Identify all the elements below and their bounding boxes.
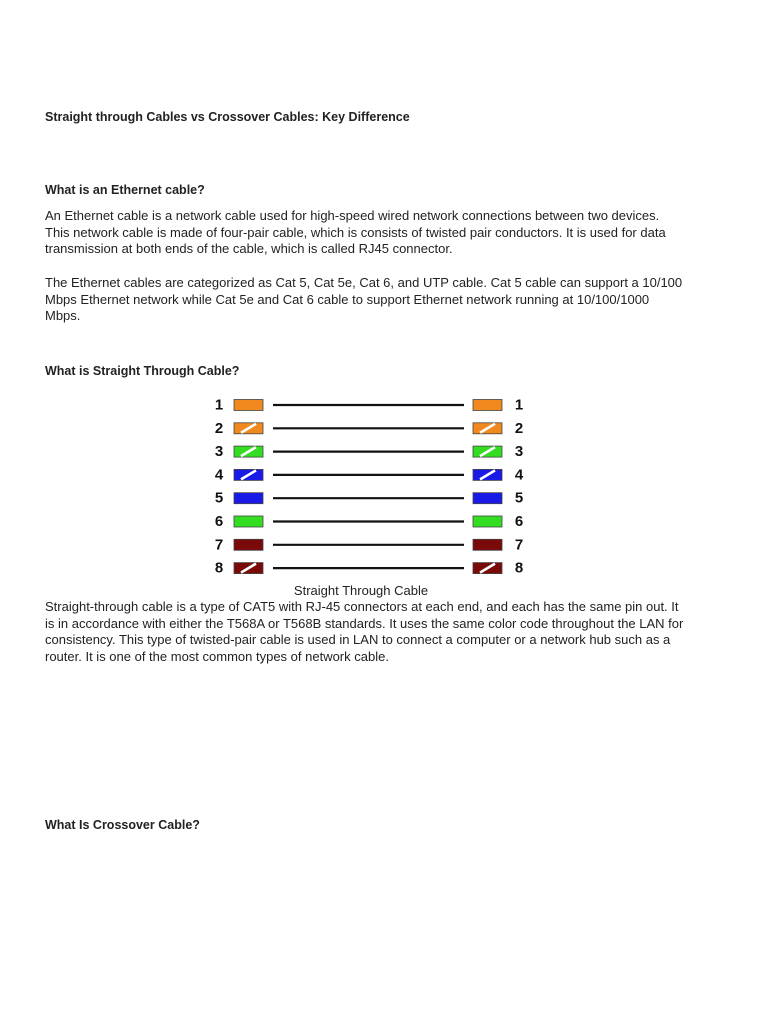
wire-color-left-4 <box>234 469 263 480</box>
wire-color-right-3 <box>473 446 502 457</box>
wire-color-right-4 <box>473 469 502 480</box>
straight-through-diagram <box>200 392 530 582</box>
wire-color-right-7 <box>473 539 502 550</box>
wire-color-left-1 <box>234 400 263 411</box>
pin-label-left-8: 8 <box>214 559 224 577</box>
pin-label-right-2: 2 <box>514 419 524 437</box>
pin-label-right-6: 6 <box>514 513 524 530</box>
pin-label-left-2: 2 <box>214 419 224 437</box>
pin-label-right-1: 1 <box>514 396 524 414</box>
pin-label-right-4: 4 <box>514 466 524 484</box>
wire-color-right-1 <box>473 400 502 411</box>
wire-color-left-5 <box>234 493 263 504</box>
wire-color-right-5 <box>473 493 502 504</box>
pin-label-right-3: 3 <box>514 443 524 461</box>
ethernet-paragraph-2: The Ethernet cables are categorized as Cat 5, Cat 5e, Cat 6, and UTP cable. Cat 5 cable can support a 10/100 Mbps Ethernet network while Cat 5e and Cat 6 cable to support Ethernet network running at 10/100/1000 Mbps. <box>45 275 683 323</box>
straight-through-heading: What is Straight Through Cable? <box>45 364 240 378</box>
pin-diagram-svg <box>200 392 530 582</box>
page-title: Straight through Cables vs Crossover Cables: Key Difference <box>45 110 410 124</box>
wire-color-left-6 <box>234 516 263 527</box>
wire-color-right-6 <box>473 516 502 527</box>
crossover-heading: What Is Crossover Cable? <box>45 818 200 832</box>
pin-label-left-6: 6 <box>214 513 224 530</box>
wire-color-left-7 <box>234 539 263 550</box>
pin-label-left-7: 7 <box>214 536 224 554</box>
wire-color-left-3 <box>234 446 263 457</box>
pin-label-left-5: 5 <box>214 489 224 507</box>
pin-label-right-5: 5 <box>514 489 524 507</box>
pin-label-right-7: 7 <box>514 536 524 554</box>
wire-color-left-2 <box>234 423 263 434</box>
wire-color-right-2 <box>473 423 502 434</box>
figure-caption: Straight Through Cable <box>293 583 429 598</box>
pin-label-right-8: 8 <box>514 559 524 577</box>
pin-label-left-1: 1 <box>214 396 224 414</box>
pin-label-left-3: 3 <box>214 443 224 461</box>
wire-color-left-8 <box>234 563 263 574</box>
ethernet-paragraph-1: An Ethernet cable is a network cable used for high-speed wired network connections between two devices. This network cable is made of four-pair cable, which is consists of twisted pair conductors. It is used for data transmission at both ends of the cable, which is called RJ45 connector. <box>45 208 666 256</box>
ethernet-heading: What is an Ethernet cable? <box>45 183 205 197</box>
wire-color-right-8 <box>473 563 502 574</box>
straight-through-paragraph: Straight-through cable is a type of CAT5 with RJ-45 connectors at each end, and each has the same pin out. It is in accordance with either the T568A or T568B standards. It uses the same color code throughout the LAN for consistency. This type of twisted-pair cable is used in LAN to connect a computer or a network hub such as a router. It is one of the most common types of network cable. <box>45 599 684 664</box>
pin-label-left-4: 4 <box>214 466 224 484</box>
